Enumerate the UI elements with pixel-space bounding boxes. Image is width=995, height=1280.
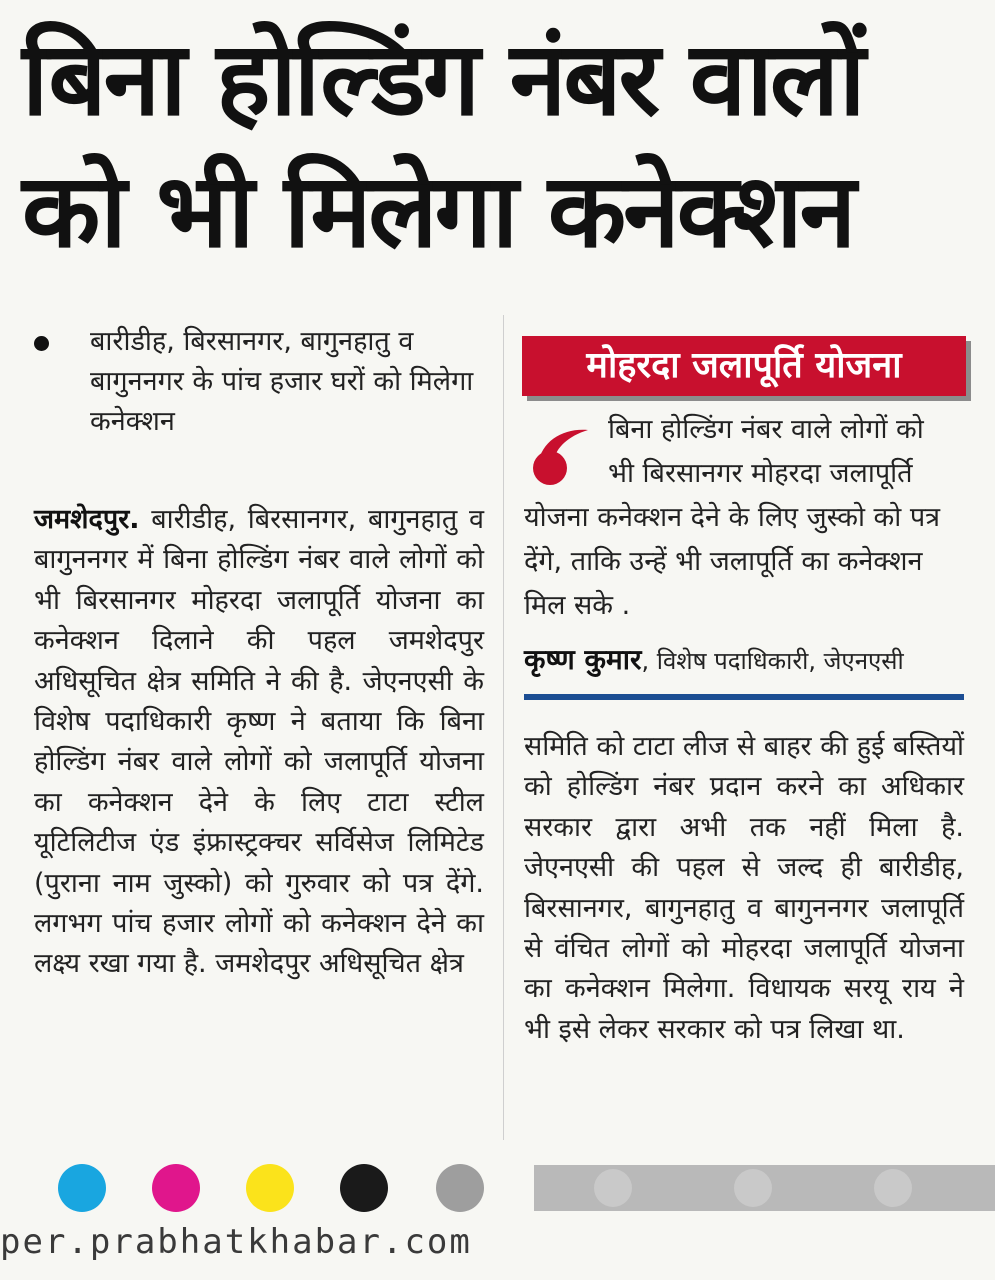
box-title: मोहरदा जलापूर्ति योजना <box>522 336 966 396</box>
highlight-text: बारीडीह, बिरसानगर, बागुनहातु व बागुननगर के पांच हजार घरों को मिलेगा कनेक्शन <box>90 326 474 437</box>
blue-rule <box>524 694 964 700</box>
magenta-swatch <box>152 1164 200 1212</box>
gray-registration-bar <box>534 1165 995 1211</box>
article-right-column: समिति को टाटा लीज से बाहर की हुई बस्तियों को होल्डिंग नंबर प्रदान करने का अधिकार सरकार द्वारा अभी तक नहीं मिला है. जेएनएसी की पहल से जल्द ही बारीडीह, बिरसानगर, बागुनहातु व बागुननगर जलापूर्ति से वंचित लोगों को मोहरदा जलापूर्ति योजना का कनेक्शन मिलेगा. विधायक सरयू राय ने भी इसे लेकर सरकार को पत्र लिखा था. <box>524 731 964 1045</box>
cyan-swatch <box>58 1164 106 1212</box>
headline-line-2: को भी मिलेगा कनेक्शन <box>22 152 854 271</box>
dateline: जमशेदपुर. <box>34 504 140 535</box>
quote-mark-icon <box>528 418 602 492</box>
headline-line-1: बिना होल्डिंग नंबर वालों <box>22 20 863 139</box>
yellow-swatch <box>246 1164 294 1212</box>
quote-line-1: बिना होल्डिंग नंबर वाले लोगों को <box>608 414 924 445</box>
article-left-text: बारीडीह, बिरसानगर, बागुनहातु व बागुननगर में बिना होल्डिंग नंबर वाले लोगों को भी बिरसानगर मोहरदा जलापूर्ति योजना का कनेक्शन दिलाने की पहल जमशेदपुर अधिसूचित क्षेत्र समिति ने की है. जेएनएसी के विशेष पदाधिकारी कृष्ण ने बताया कि बिना होल्डिंग नंबर वाले लोगों को जलापूर्ति योजना का कनेक्शन देने के लिए टाटा स्टील यूटिलिटीज एंड इंफ्रास्ट्रक्चर सर्विसेज लिमिटेड (पुराना नाम जुस्को) को गुरुवार को पत्र देंगे. लगभग पांच हजार लोगों को कनेक्शन देने का लक्ष्य रखा गया है. जमशेदपुर अधिसूचित क्षेत्र <box>34 504 484 980</box>
black-swatch <box>340 1164 388 1212</box>
bar-blob <box>734 1169 772 1207</box>
column-divider <box>503 315 504 1140</box>
bar-blob <box>874 1169 912 1207</box>
footer-url: per.prabhatkhabar.com <box>0 1222 472 1262</box>
highlight-bullet <box>30 322 480 442</box>
article-left-column <box>34 500 484 985</box>
gray-swatch <box>436 1164 484 1212</box>
color-registration-swatches <box>48 1164 488 1214</box>
quote-attribution <box>524 640 984 681</box>
bullet-dot-icon <box>34 336 49 351</box>
quote-line-2: भी बिरसानगर मोहरदा जलापूर्ति <box>608 458 913 489</box>
bar-blob <box>594 1169 632 1207</box>
speaker-name: कृष्ण कुमार <box>524 643 642 676</box>
quote-rest: योजना कनेक्शन देने के लिए जुस्को को पत्र देंगे, ताकि उन्हें भी जलापूर्ति का कनेक्शन मिल सके . <box>524 502 941 621</box>
speaker-role: , विशेष पदाधिकारी, जेएनएसी <box>641 647 904 675</box>
quote-block <box>524 408 964 628</box>
headline <box>22 14 972 278</box>
